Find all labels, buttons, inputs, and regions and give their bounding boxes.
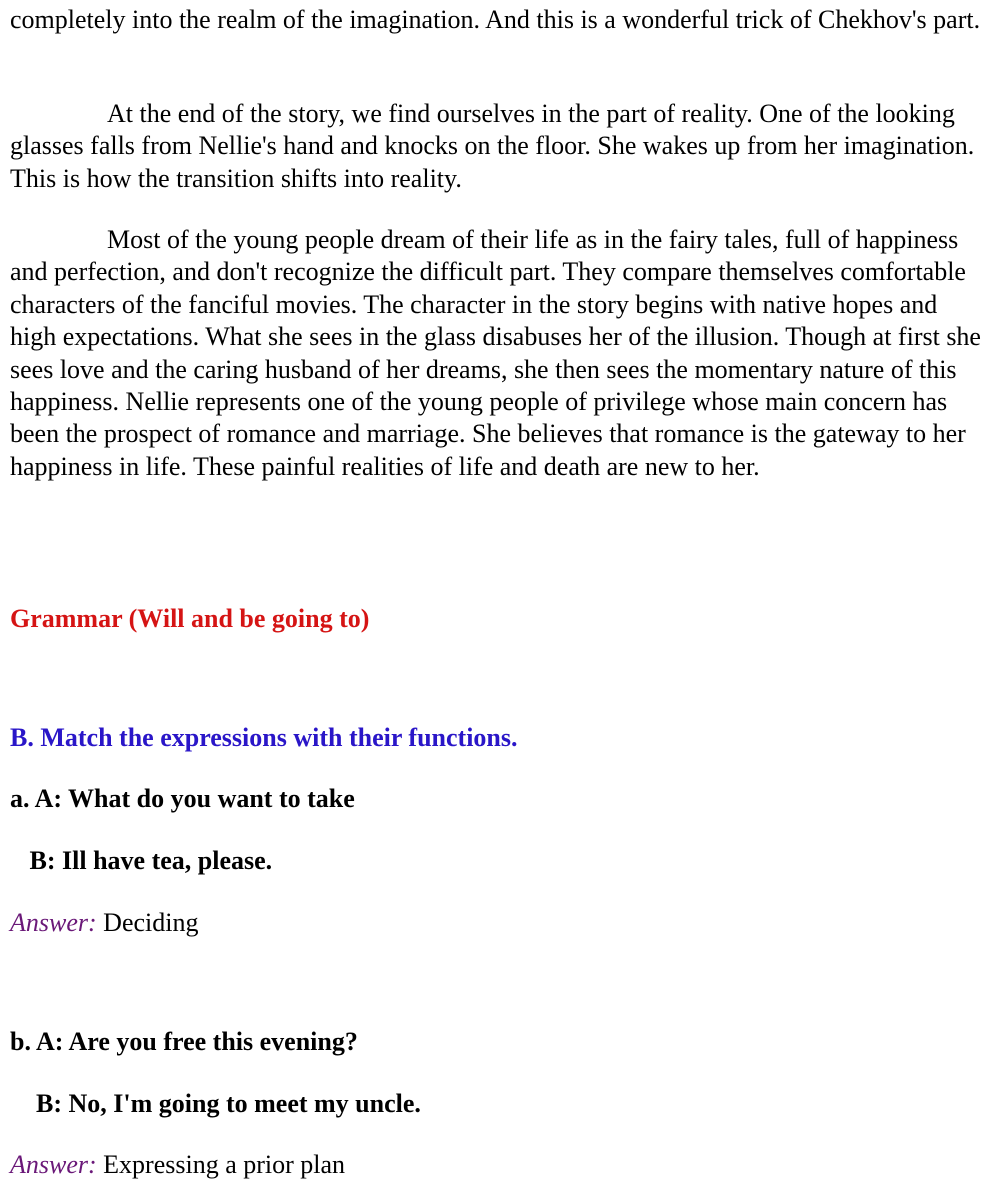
paragraph-end-of-story: At the end of the story, we find ourselves in the part of reality. One of the looking glasses falls from Nellie's hand and knocks on the floor. She wakes up from her imagination. This is how the transition shifts into reality.: [10, 99, 975, 193]
exercise-heading: B. Match the expressions with their functions.: [10, 723, 518, 752]
item-a-answer: [10, 907, 198, 939]
item-b-question-line: b. A: Are you free this evening?: [10, 1027, 358, 1056]
answer-label: Answer:: [10, 908, 97, 937]
answer-text: Deciding: [96, 908, 199, 937]
item-a-question-line: a. A: What do you want to take: [10, 784, 355, 813]
item-b-answer: [10, 1149, 345, 1181]
answer-label: Answer:: [10, 1150, 97, 1179]
paragraph-continuation: completely into the realm of the imagination. And this is a wonderful trick of Chekhov's part.: [10, 5, 981, 34]
item-a-response-line: B: Ill have tea, please.: [10, 846, 273, 875]
paragraph-young-people: Most of the young people dream of their life as in the fairy tales, full of happiness and perfection, and don't recognize the difficult part. They compare themselves comfortable characters of the fanciful movies. The character in the story begins with native hopes and high expectations. What she sees in the glass disabuses her of the illusion. Though at first she sees love and the caring husband of her dreams, she then sees the momentary nature of this happiness. Nellie represents one of the young people of privilege whose main concern has been the prospect of romance and marriage. She believes that romance is the gateway to her happiness in life. These painful realities of life and death are new to her.: [10, 225, 981, 481]
answer-text: Expressing a prior plan: [96, 1150, 346, 1179]
item-b-response-line: B: No, I'm going to meet my uncle.: [10, 1089, 421, 1118]
grammar-heading: Grammar (Will and be going to): [10, 604, 370, 633]
